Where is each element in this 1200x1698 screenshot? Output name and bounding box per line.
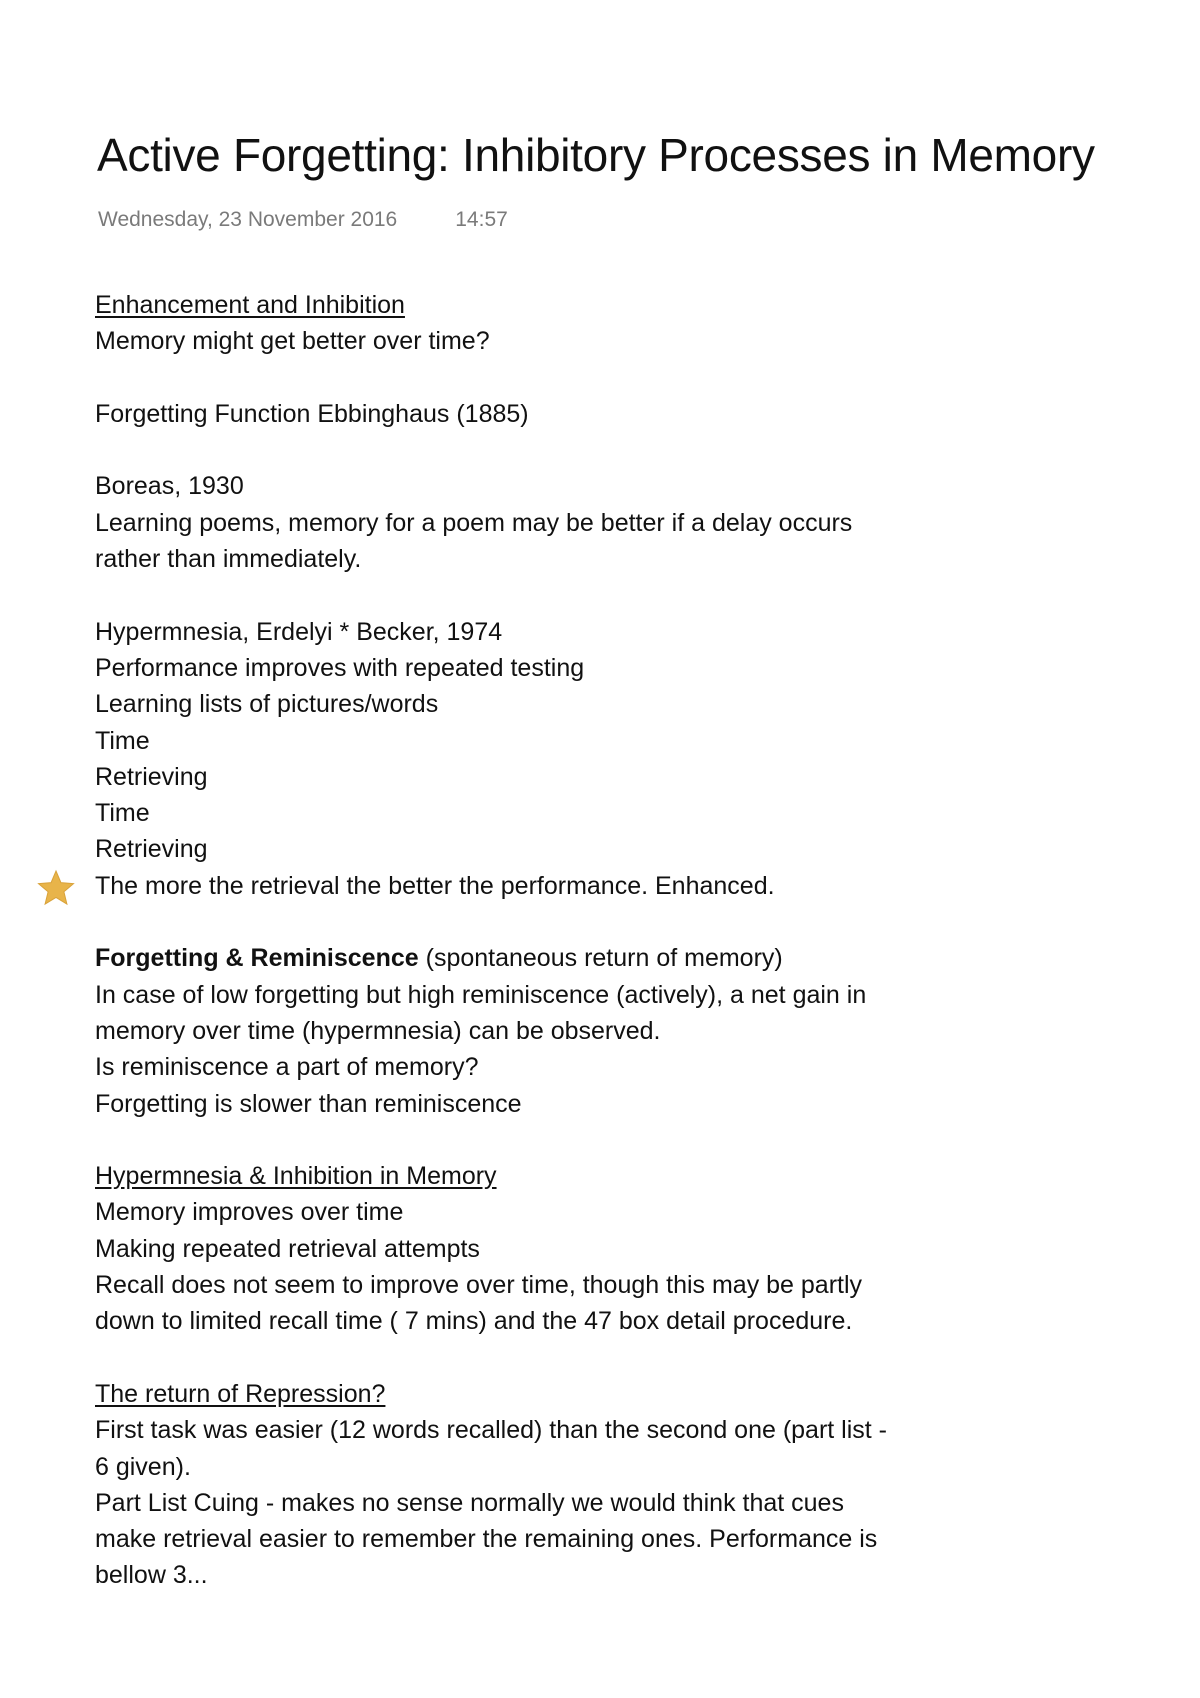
note-line: First task was easier (12 words recalled) than the second one (part list - xyxy=(95,1416,888,1445)
note-body xyxy=(95,287,975,1594)
note-line: Memory improves over time xyxy=(95,1198,404,1227)
note-line: down to limited recall time ( 7 mins) and the 47 box detail procedure. xyxy=(95,1307,853,1336)
note-line: 6 given). xyxy=(95,1452,191,1481)
heading-annotation: (spontaneous return of memory) xyxy=(418,944,783,973)
bold-heading-text: Forgetting & Reminiscence xyxy=(95,944,419,973)
section-heading-enhancement: Enhancement and Inhibition xyxy=(95,291,405,319)
note-line: Recall does not seem to improve over time, though this may be partly xyxy=(95,1271,863,1300)
star-icon xyxy=(36,868,76,908)
note-line: Hypermnesia, Erdelyi * Becker, 1974 xyxy=(95,617,503,646)
note-line: Retrieving xyxy=(95,835,208,864)
note-line: bellow 3... xyxy=(95,1561,208,1590)
note-line: Forgetting is slower than reminiscence xyxy=(95,1089,522,1118)
note-line: Boreas, 1930 xyxy=(95,472,244,501)
note-line: Is reminiscence a part of memory? xyxy=(95,1053,479,1082)
note-line: Learning poems, memory for a poem may be better if a delay occurs xyxy=(95,508,853,537)
note-line: Time xyxy=(95,726,150,755)
note-line: Part List Cuing - makes no sense normally we would think that cues xyxy=(95,1488,844,1517)
note-line: make retrieval easier to remember the remaining ones. Performance is xyxy=(95,1525,878,1554)
note-line: Forgetting Function Ebbinghaus (1885) xyxy=(95,399,529,428)
starred-note-line: The more the retrieval the better the performance. Enhanced. xyxy=(95,871,775,900)
note-timestamp xyxy=(98,208,508,232)
section-heading-return-of-repression: The return of Repression? xyxy=(95,1379,386,1408)
note-line: Retrieving xyxy=(95,762,208,791)
note-line: rather than immediately. xyxy=(95,545,362,574)
section-heading-hypermnesia-inhibition: Hypermnesia & Inhibition in Memory xyxy=(95,1162,497,1191)
page-title: Active Forgetting: Inhibitory Processes in Memory xyxy=(97,129,1095,181)
note-line: Making repeated retrieval attempts xyxy=(95,1234,480,1263)
note-line: Time xyxy=(95,799,150,828)
note-line: Learning lists of pictures/words xyxy=(95,690,439,719)
note-line: Performance improves with repeated testing xyxy=(95,653,585,682)
note-date: Wednesday, 23 November 2016 xyxy=(98,208,398,231)
note-line: memory over time (hypermnesia) can be observed. xyxy=(95,1016,661,1045)
section-heading-forgetting-reminiscence xyxy=(95,940,975,976)
note-line: In case of low forgetting but high reminiscence (actively), a net gain in xyxy=(95,980,867,1009)
note-line: Memory might get better over time? xyxy=(95,327,490,356)
note-time: 14:57 xyxy=(455,208,508,231)
